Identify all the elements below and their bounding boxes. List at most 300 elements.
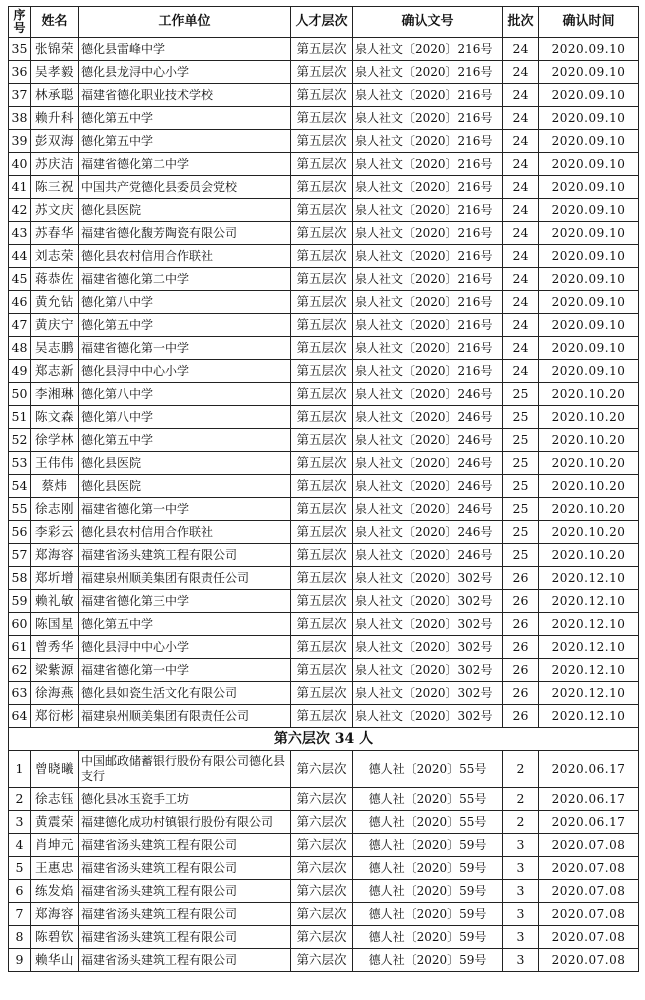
cell-level: 第五层次	[291, 590, 353, 613]
cell-doc: 德人社〔2020〕59号	[353, 926, 503, 949]
cell-level: 第五层次	[291, 245, 353, 268]
cell-doc: 泉人社文〔2020〕246号	[353, 475, 503, 498]
cell-level: 第五层次	[291, 61, 353, 84]
cell-unit: 德化县浔中中心小学	[79, 360, 291, 383]
cell-date: 2020.12.10	[539, 613, 639, 636]
cell-date: 2020.09.10	[539, 337, 639, 360]
cell-level: 第六层次	[291, 903, 353, 926]
cell-date: 2020.09.10	[539, 84, 639, 107]
section-row-level6	[9, 728, 639, 751]
cell-level: 第五层次	[291, 498, 353, 521]
cell-batch: 24	[503, 84, 539, 107]
cell-batch: 24	[503, 130, 539, 153]
cell-name: 李湘琳	[31, 383, 79, 406]
table-row	[9, 705, 639, 728]
talent-roster-table	[8, 6, 639, 972]
cell-level: 第五层次	[291, 567, 353, 590]
table-row	[9, 222, 639, 245]
cell-seq: 5	[9, 857, 31, 880]
cell-name: 蔡炜	[31, 475, 79, 498]
cell-unit: 德化第五中学	[79, 130, 291, 153]
cell-batch: 25	[503, 521, 539, 544]
cell-date: 2020.12.10	[539, 682, 639, 705]
cell-level: 第六层次	[291, 857, 353, 880]
cell-batch: 2	[503, 751, 539, 788]
cell-level: 第六层次	[291, 834, 353, 857]
cell-seq: 7	[9, 903, 31, 926]
cell-seq: 49	[9, 360, 31, 383]
cell-unit: 福建省德化第一中学	[79, 337, 291, 360]
cell-name: 刘志荣	[31, 245, 79, 268]
cell-name: 徐海燕	[31, 682, 79, 705]
cell-level: 第五层次	[291, 705, 353, 728]
cell-doc: 泉人社文〔2020〕216号	[353, 84, 503, 107]
cell-unit: 德化县如瓷生活文化有限公司	[79, 682, 291, 705]
table-row	[9, 337, 639, 360]
cell-batch: 3	[503, 903, 539, 926]
cell-doc: 泉人社文〔2020〕302号	[353, 636, 503, 659]
cell-name: 苏文庆	[31, 199, 79, 222]
cell-date: 2020.06.17	[539, 751, 639, 788]
cell-name: 张锦荣	[31, 38, 79, 61]
cell-seq: 58	[9, 567, 31, 590]
cell-doc: 泉人社文〔2020〕302号	[353, 659, 503, 682]
cell-batch: 26	[503, 659, 539, 682]
cell-doc: 泉人社文〔2020〕216号	[353, 360, 503, 383]
cell-batch: 24	[503, 61, 539, 84]
cell-level: 第五层次	[291, 130, 353, 153]
cell-batch: 26	[503, 567, 539, 590]
cell-date: 2020.10.20	[539, 429, 639, 452]
cell-doc: 德人社〔2020〕59号	[353, 834, 503, 857]
cell-date: 2020.09.10	[539, 61, 639, 84]
cell-doc: 德人社〔2020〕55号	[353, 751, 503, 788]
cell-unit: 德化县医院	[79, 199, 291, 222]
cell-unit: 福建省德化第二中学	[79, 153, 291, 176]
cell-doc: 德人社〔2020〕55号	[353, 788, 503, 811]
cell-name: 郑志新	[31, 360, 79, 383]
cell-unit: 福建省汤头建筑工程有限公司	[79, 926, 291, 949]
cell-batch: 3	[503, 949, 539, 972]
header-doc: 确认文号	[353, 7, 503, 38]
cell-unit: 福建省汤头建筑工程有限公司	[79, 903, 291, 926]
cell-doc: 泉人社文〔2020〕216号	[353, 314, 503, 337]
cell-doc: 泉人社文〔2020〕302号	[353, 567, 503, 590]
cell-seq: 56	[9, 521, 31, 544]
cell-name: 肖坤元	[31, 834, 79, 857]
cell-date: 2020.07.08	[539, 949, 639, 972]
header-date: 确认时间	[539, 7, 639, 38]
cell-doc: 德人社〔2020〕59号	[353, 903, 503, 926]
cell-batch: 24	[503, 153, 539, 176]
cell-unit: 福建省汤头建筑工程有限公司	[79, 544, 291, 567]
cell-doc: 德人社〔2020〕59号	[353, 949, 503, 972]
cell-name: 王伟伟	[31, 452, 79, 475]
cell-unit: 中国邮政储蓄银行股份有限公司德化县支行	[79, 751, 291, 788]
cell-name: 赖升科	[31, 107, 79, 130]
table-row	[9, 788, 639, 811]
cell-date: 2020.10.20	[539, 452, 639, 475]
header-row	[9, 7, 639, 38]
cell-name: 练发焰	[31, 880, 79, 903]
cell-seq: 39	[9, 130, 31, 153]
cell-date: 2020.09.10	[539, 38, 639, 61]
cell-unit: 德化第五中学	[79, 314, 291, 337]
table-row	[9, 590, 639, 613]
table-row	[9, 314, 639, 337]
cell-name: 吴志鹏	[31, 337, 79, 360]
cell-name: 郑海容	[31, 544, 79, 567]
cell-seq: 57	[9, 544, 31, 567]
cell-level: 第五层次	[291, 38, 353, 61]
cell-date: 2020.07.08	[539, 857, 639, 880]
cell-level: 第五层次	[291, 452, 353, 475]
cell-level: 第六层次	[291, 880, 353, 903]
cell-batch: 26	[503, 705, 539, 728]
cell-doc: 德人社〔2020〕55号	[353, 811, 503, 834]
cell-unit: 福建省德化第一中学	[79, 498, 291, 521]
table-row	[9, 751, 639, 788]
cell-batch: 25	[503, 544, 539, 567]
cell-seq: 61	[9, 636, 31, 659]
cell-unit: 德化第五中学	[79, 429, 291, 452]
cell-batch: 24	[503, 268, 539, 291]
cell-unit: 福建省汤头建筑工程有限公司	[79, 857, 291, 880]
cell-seq: 8	[9, 926, 31, 949]
table-row	[9, 880, 639, 903]
cell-batch: 24	[503, 38, 539, 61]
cell-name: 陈文森	[31, 406, 79, 429]
cell-date: 2020.12.10	[539, 636, 639, 659]
cell-date: 2020.09.10	[539, 360, 639, 383]
cell-level: 第五层次	[291, 475, 353, 498]
cell-unit: 德化县农村信用合作联社	[79, 521, 291, 544]
cell-batch: 3	[503, 834, 539, 857]
cell-name: 郑海容	[31, 903, 79, 926]
table-row	[9, 268, 639, 291]
cell-name: 王惠忠	[31, 857, 79, 880]
cell-name: 赖礼敏	[31, 590, 79, 613]
cell-date: 2020.10.20	[539, 544, 639, 567]
cell-date: 2020.10.20	[539, 406, 639, 429]
cell-batch: 24	[503, 222, 539, 245]
cell-name: 蒋恭佐	[31, 268, 79, 291]
header-seq: 序号	[9, 7, 31, 38]
cell-unit: 德化第八中学	[79, 406, 291, 429]
cell-batch: 24	[503, 245, 539, 268]
cell-date: 2020.06.17	[539, 788, 639, 811]
cell-level: 第六层次	[291, 811, 353, 834]
table-row	[9, 199, 639, 222]
cell-batch: 24	[503, 176, 539, 199]
cell-date: 2020.07.08	[539, 834, 639, 857]
cell-level: 第五层次	[291, 544, 353, 567]
cell-name: 徐志刚	[31, 498, 79, 521]
cell-seq: 47	[9, 314, 31, 337]
cell-date: 2020.09.10	[539, 130, 639, 153]
cell-doc: 泉人社文〔2020〕216号	[353, 38, 503, 61]
cell-level: 第五层次	[291, 682, 353, 705]
cell-date: 2020.10.20	[539, 383, 639, 406]
cell-doc: 泉人社文〔2020〕216号	[353, 107, 503, 130]
table-row	[9, 498, 639, 521]
cell-batch: 26	[503, 682, 539, 705]
cell-seq: 38	[9, 107, 31, 130]
table-row	[9, 949, 639, 972]
cell-unit: 福建省德化第二中学	[79, 268, 291, 291]
cell-batch: 26	[503, 636, 539, 659]
cell-date: 2020.12.10	[539, 567, 639, 590]
cell-seq: 54	[9, 475, 31, 498]
table-header	[9, 7, 639, 38]
cell-unit: 德化第五中学	[79, 613, 291, 636]
cell-level: 第六层次	[291, 788, 353, 811]
cell-seq: 45	[9, 268, 31, 291]
cell-batch: 24	[503, 291, 539, 314]
header-unit: 工作单位	[79, 7, 291, 38]
cell-doc: 泉人社文〔2020〕216号	[353, 245, 503, 268]
cell-doc: 泉人社文〔2020〕302号	[353, 613, 503, 636]
table-row	[9, 636, 639, 659]
cell-doc: 泉人社文〔2020〕216号	[353, 153, 503, 176]
cell-seq: 48	[9, 337, 31, 360]
cell-seq: 59	[9, 590, 31, 613]
cell-date: 2020.10.20	[539, 498, 639, 521]
table-row	[9, 682, 639, 705]
cell-unit: 德化县龙浔中心小学	[79, 61, 291, 84]
cell-name: 曾秀华	[31, 636, 79, 659]
cell-seq: 2	[9, 788, 31, 811]
cell-unit: 福建德化成功村镇银行股份有限公司	[79, 811, 291, 834]
cell-unit: 福建泉州顺美集团有限责任公司	[79, 705, 291, 728]
cell-date: 2020.12.10	[539, 659, 639, 682]
cell-batch: 3	[503, 857, 539, 880]
cell-level: 第五层次	[291, 360, 353, 383]
cell-batch: 2	[503, 788, 539, 811]
cell-seq: 36	[9, 61, 31, 84]
cell-name: 苏春华	[31, 222, 79, 245]
cell-name: 苏庆洁	[31, 153, 79, 176]
cell-batch: 25	[503, 475, 539, 498]
cell-date: 2020.07.08	[539, 926, 639, 949]
talent-roster-sheet	[8, 6, 638, 972]
cell-date: 2020.09.10	[539, 314, 639, 337]
cell-batch: 24	[503, 107, 539, 130]
cell-date: 2020.09.10	[539, 291, 639, 314]
cell-unit: 福建省汤头建筑工程有限公司	[79, 949, 291, 972]
cell-unit: 福建省汤头建筑工程有限公司	[79, 880, 291, 903]
cell-level: 第五层次	[291, 613, 353, 636]
cell-unit: 德化县冰玉瓷手工坊	[79, 788, 291, 811]
cell-level: 第五层次	[291, 337, 353, 360]
cell-name: 梁紫源	[31, 659, 79, 682]
cell-batch: 3	[503, 926, 539, 949]
cell-name: 陈国星	[31, 613, 79, 636]
cell-doc: 泉人社文〔2020〕246号	[353, 498, 503, 521]
cell-name: 黄庆宁	[31, 314, 79, 337]
cell-seq: 6	[9, 880, 31, 903]
cell-level: 第六层次	[291, 751, 353, 788]
header-name: 姓名	[31, 7, 79, 38]
table-row	[9, 245, 639, 268]
cell-level: 第六层次	[291, 949, 353, 972]
table-row	[9, 521, 639, 544]
cell-seq: 43	[9, 222, 31, 245]
cell-batch: 25	[503, 498, 539, 521]
cell-doc: 德人社〔2020〕59号	[353, 880, 503, 903]
cell-doc: 泉人社文〔2020〕216号	[353, 130, 503, 153]
cell-date: 2020.07.08	[539, 903, 639, 926]
cell-level: 第五层次	[291, 153, 353, 176]
cell-doc: 泉人社文〔2020〕216号	[353, 199, 503, 222]
cell-batch: 3	[503, 880, 539, 903]
cell-seq: 3	[9, 811, 31, 834]
cell-level: 第五层次	[291, 291, 353, 314]
cell-level: 第五层次	[291, 222, 353, 245]
cell-doc: 泉人社文〔2020〕216号	[353, 268, 503, 291]
table-row	[9, 84, 639, 107]
cell-unit: 福建省德化职业技术学校	[79, 84, 291, 107]
cell-level: 第五层次	[291, 176, 353, 199]
cell-batch: 24	[503, 314, 539, 337]
table-row	[9, 475, 639, 498]
cell-unit: 德化第八中学	[79, 383, 291, 406]
level5-rows	[9, 38, 639, 728]
cell-seq: 41	[9, 176, 31, 199]
cell-batch: 24	[503, 199, 539, 222]
section-title-level6: 第六层次 34 人	[9, 728, 639, 751]
table-row	[9, 360, 639, 383]
cell-doc: 泉人社文〔2020〕216号	[353, 337, 503, 360]
cell-date: 2020.06.17	[539, 811, 639, 834]
cell-name: 黄震荣	[31, 811, 79, 834]
cell-unit: 德化第五中学	[79, 107, 291, 130]
cell-name: 陈三祝	[31, 176, 79, 199]
cell-name: 林承聪	[31, 84, 79, 107]
cell-batch: 24	[503, 360, 539, 383]
cell-level: 第五层次	[291, 636, 353, 659]
cell-doc: 泉人社文〔2020〕216号	[353, 291, 503, 314]
cell-seq: 63	[9, 682, 31, 705]
cell-seq: 42	[9, 199, 31, 222]
cell-doc: 泉人社文〔2020〕216号	[353, 222, 503, 245]
table-row	[9, 811, 639, 834]
table-row	[9, 926, 639, 949]
cell-date: 2020.09.10	[539, 222, 639, 245]
cell-name: 赖华山	[31, 949, 79, 972]
cell-unit: 福建省德化第三中学	[79, 590, 291, 613]
table-row	[9, 38, 639, 61]
cell-seq: 62	[9, 659, 31, 682]
cell-doc: 泉人社文〔2020〕246号	[353, 383, 503, 406]
cell-seq: 44	[9, 245, 31, 268]
table-row	[9, 153, 639, 176]
table-row	[9, 544, 639, 567]
cell-date: 2020.09.10	[539, 153, 639, 176]
table-row	[9, 659, 639, 682]
cell-seq: 9	[9, 949, 31, 972]
cell-doc: 泉人社文〔2020〕246号	[353, 406, 503, 429]
cell-seq: 4	[9, 834, 31, 857]
cell-name: 曾晓曦	[31, 751, 79, 788]
cell-unit: 德化县浔中中心小学	[79, 636, 291, 659]
cell-unit: 福建省德化第一中学	[79, 659, 291, 682]
table-row	[9, 452, 639, 475]
cell-date: 2020.10.20	[539, 521, 639, 544]
cell-name: 陈碧钦	[31, 926, 79, 949]
cell-doc: 泉人社文〔2020〕246号	[353, 521, 503, 544]
cell-date: 2020.12.10	[539, 705, 639, 728]
header-level: 人才层次	[291, 7, 353, 38]
cell-level: 第六层次	[291, 926, 353, 949]
cell-name: 郑衍彬	[31, 705, 79, 728]
cell-doc: 泉人社文〔2020〕216号	[353, 176, 503, 199]
cell-unit: 中国共产党德化县委员会党校	[79, 176, 291, 199]
cell-seq: 1	[9, 751, 31, 788]
cell-seq: 52	[9, 429, 31, 452]
cell-unit: 德化县医院	[79, 475, 291, 498]
cell-seq: 51	[9, 406, 31, 429]
table-row	[9, 383, 639, 406]
cell-level: 第五层次	[291, 383, 353, 406]
cell-level: 第五层次	[291, 268, 353, 291]
header-batch: 批次	[503, 7, 539, 38]
cell-level: 第五层次	[291, 406, 353, 429]
cell-doc: 泉人社文〔2020〕302号	[353, 590, 503, 613]
table-row	[9, 107, 639, 130]
cell-batch: 24	[503, 337, 539, 360]
cell-unit: 福建省德化馥芳陶瓷有限公司	[79, 222, 291, 245]
cell-doc: 泉人社文〔2020〕246号	[353, 429, 503, 452]
cell-name: 徐学林	[31, 429, 79, 452]
cell-name: 吴孝毅	[31, 61, 79, 84]
cell-name: 郑圻增	[31, 567, 79, 590]
cell-date: 2020.12.10	[539, 590, 639, 613]
level6-rows	[9, 751, 639, 972]
cell-doc: 泉人社文〔2020〕246号	[353, 544, 503, 567]
cell-seq: 60	[9, 613, 31, 636]
cell-seq: 53	[9, 452, 31, 475]
cell-date: 2020.09.10	[539, 176, 639, 199]
table-row	[9, 406, 639, 429]
table-row	[9, 903, 639, 926]
table-row	[9, 176, 639, 199]
cell-seq: 50	[9, 383, 31, 406]
cell-unit: 德化县雷峰中学	[79, 38, 291, 61]
table-row	[9, 613, 639, 636]
cell-date: 2020.10.20	[539, 475, 639, 498]
table-row	[9, 834, 639, 857]
cell-seq: 55	[9, 498, 31, 521]
cell-batch: 26	[503, 590, 539, 613]
cell-level: 第五层次	[291, 521, 353, 544]
cell-level: 第五层次	[291, 659, 353, 682]
cell-doc: 泉人社文〔2020〕216号	[353, 61, 503, 84]
cell-seq: 40	[9, 153, 31, 176]
cell-unit: 福建省汤头建筑工程有限公司	[79, 834, 291, 857]
cell-doc: 德人社〔2020〕59号	[353, 857, 503, 880]
cell-date: 2020.09.10	[539, 107, 639, 130]
cell-batch: 25	[503, 406, 539, 429]
cell-level: 第五层次	[291, 84, 353, 107]
level6-section	[9, 728, 639, 751]
cell-seq: 64	[9, 705, 31, 728]
cell-unit: 德化县农村信用合作联社	[79, 245, 291, 268]
cell-batch: 2	[503, 811, 539, 834]
cell-name: 李彩云	[31, 521, 79, 544]
cell-batch: 25	[503, 383, 539, 406]
cell-unit: 德化第八中学	[79, 291, 291, 314]
